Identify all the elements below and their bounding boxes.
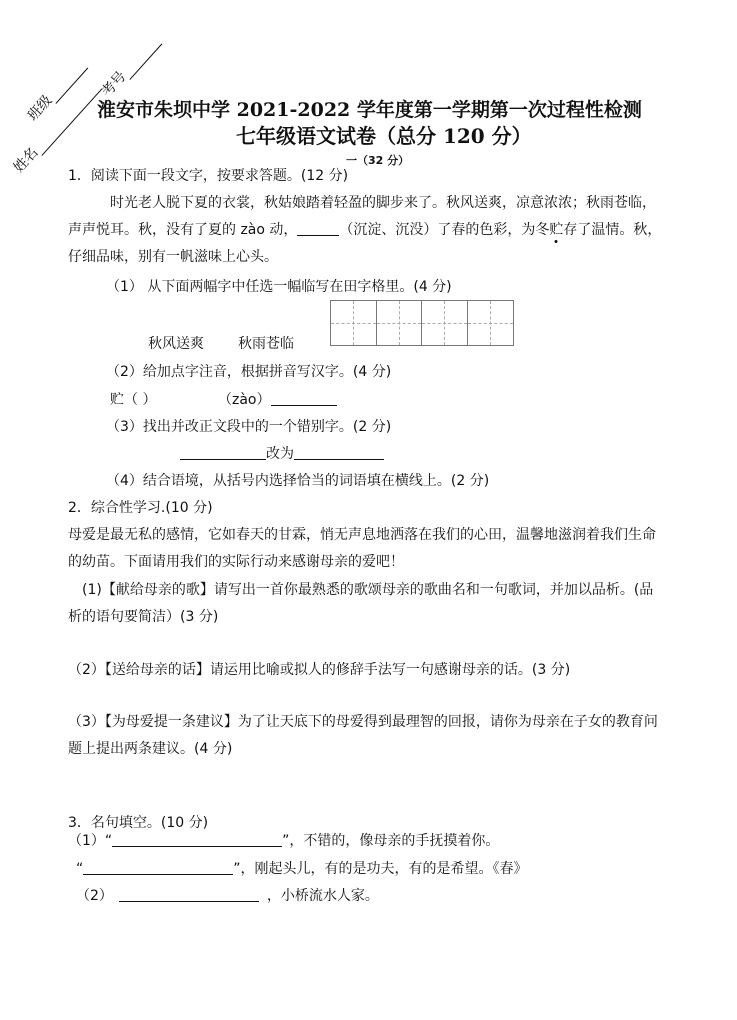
exam-title: 淮安市朱坝中学 2021-2022 学年度第一学期第一次过程性检测 bbox=[97, 99, 642, 121]
q1-phrase2: 秋雨苍临 bbox=[238, 336, 294, 352]
q3-item1b-blank[interactable] bbox=[83, 860, 233, 875]
q3-item1b-suffix: ”，刚起头儿，有的是功夫，有的是希望。《春》 bbox=[233, 861, 528, 877]
q2-heading: 2．综合性学习.(10 分) bbox=[68, 500, 213, 516]
q3-item1 bbox=[68, 830, 499, 850]
q2-sub2: （2）【送给母亲的话】请运用比喻或拟人的修辞手法写一句感谢母亲的话。(3 分) bbox=[68, 662, 571, 678]
q3-item1b bbox=[76, 858, 528, 878]
q1-sub2-pinyin-row bbox=[218, 389, 337, 409]
grid-cell[interactable] bbox=[331, 301, 377, 345]
q3-item1-suffix: ”，不错的，像母亲的手抚摸着你。 bbox=[282, 833, 500, 849]
q1-blank[interactable] bbox=[297, 221, 339, 236]
q1-sub1: （1） 从下面两幅字中任选一幅临写在田字格里。(4 分) bbox=[106, 279, 452, 295]
exam-number-field[interactable] bbox=[97, 31, 163, 101]
q1-sub2-answer-blank[interactable] bbox=[271, 391, 337, 406]
q1-sub3-wrong-blank[interactable] bbox=[180, 445, 266, 460]
grid-cell[interactable] bbox=[377, 301, 423, 345]
q1-sub2-char: 贮（ ） bbox=[110, 392, 157, 408]
grid-cell[interactable] bbox=[468, 301, 514, 345]
q1-sub3-correct-blank[interactable] bbox=[294, 445, 384, 460]
q1-sub3-change-label: 改为 bbox=[266, 446, 294, 462]
class-label: 班级 bbox=[24, 92, 56, 125]
section-heading: 一（32 分） bbox=[346, 154, 410, 167]
q2-sub3-line1: （3）【为母爱提一条建议】为了让天底下的母爱得到最理智的回报，请你为母亲在子女的教育问 bbox=[68, 714, 658, 730]
q3-heading: 3．名句填空。(10 分) bbox=[68, 815, 209, 831]
q3-item2-suffix: ，小桥流水人家。 bbox=[266, 888, 379, 904]
q1-sub2-pinyin: （zào） bbox=[218, 392, 271, 408]
dotted-character: 贮 bbox=[549, 222, 564, 238]
q1-sub3-row bbox=[180, 443, 384, 463]
q1-passage-line3: 仔细品味，别有一帆滋味上心头。 bbox=[68, 249, 278, 265]
q1-sub3: （3）找出并改正文段中的一个错别字。(2 分) bbox=[106, 419, 392, 435]
q1-phrase1: 秋风送爽 bbox=[148, 336, 204, 352]
q1-sub4: （4）结合语境，从括号内选择恰当的词语填在横线上。(2 分) bbox=[106, 473, 490, 489]
grid-cell[interactable] bbox=[422, 301, 468, 345]
q1-sub2: （2）给加点字注音，根据拼音写汉字。(4 分) bbox=[106, 364, 392, 380]
q3-item2-prefix: （2） bbox=[76, 888, 113, 904]
q2-sub1-line2: 析的语句要简洁）(3 分) bbox=[68, 609, 219, 625]
q1-passage-line1: 时光老人脱下夏的衣裳，秋姑娘踏着轻盈的脚步来了。秋风送爽，凉意浓浓；秋雨苍临， bbox=[110, 195, 656, 211]
q2-intro-line1: 母爱是最无私的感情，它如春天的甘霖，悄无声息地洒落在我们的心田，温馨地滋润着我们生命 bbox=[68, 527, 656, 543]
exam-subtitle: 七年级语文试卷（总分 120 分） bbox=[236, 124, 532, 148]
q2-sub1-line1: (1)【献给母亲的歌】请写出一首你最熟悉的歌颂母亲的歌曲名和一句歌词，并加以品析。(品 bbox=[82, 582, 654, 598]
q3-item2-blank[interactable] bbox=[119, 887, 259, 902]
name-label: 姓名 bbox=[10, 144, 42, 177]
q3-item1b-prefix: “ bbox=[76, 861, 84, 877]
q2-intro-line2: 的幼苗。下面请用我们的实际行动来感谢母亲的爱吧！ bbox=[68, 554, 404, 570]
q3-item1-blank[interactable] bbox=[112, 832, 282, 847]
tianzige-grid[interactable] bbox=[330, 300, 514, 346]
q3-item1-prefix: （1）“ bbox=[68, 833, 113, 849]
q2-sub3-line2: 题上提出两条建议。(4 分) bbox=[68, 741, 233, 757]
q3-item2 bbox=[76, 885, 379, 905]
q1-passage-line2-c: 存了温情。秋， bbox=[563, 222, 662, 238]
q1-heading: 1．阅读下面一段文字，按要求答题。(12 分) bbox=[68, 168, 349, 184]
exam-number-label: 考号 bbox=[98, 68, 130, 101]
q1-passage-line2-a: 声声悦耳。秋，没有了夏的 zào 动， bbox=[68, 222, 298, 238]
q1-passage-line2 bbox=[68, 219, 661, 239]
q1-passage-line2-b: （沉淀、沉没）了春的色彩，为冬 bbox=[339, 222, 550, 238]
